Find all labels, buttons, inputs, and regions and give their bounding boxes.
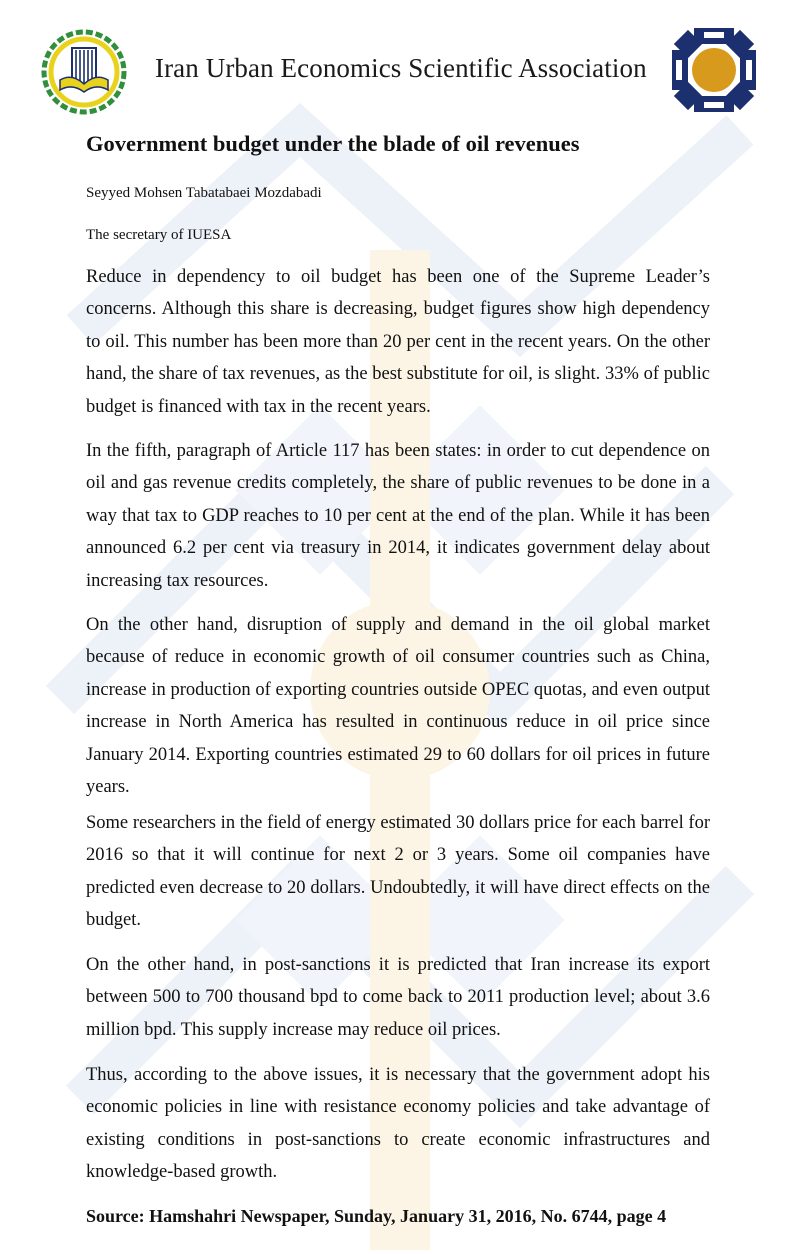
article-title: Government budget under the blade of oil revenues [86,131,580,156]
paragraph-4: Some researchers in the field of energy estimated 30 dollars price for each barrel for 2016 so that it will continue for next 2 or 3 years. Some oil companies have predicted even decrease to 20 dollars. Undoubtedly, it will have direct effects on the budget. [86,813,710,931]
paragraph-1: Reduce in dependency to oil budget has been one of the Supreme Leader’s concerns. Although this share is decreasing, budget figures show high dependency to oil. This number has been more than 20 per cent in the recent years. On the other hand, the share of tax revenues, as the best substitute for oil, is slight. 33% of public budget is financed with tax in the recent years. [86,267,710,417]
organization-name: Iran Urban Economics Scientific Association [155,53,647,83]
paragraph-3: On the other hand, disruption of supply and demand in the oil global market because of reduce in economic growth of oil consumer countries such as China, increase in production of exporting countries outside OPEC quotas, and even output increase in North America has resulted in continuous reduce in oil price since January 2014. Exporting countries estimated 29 to 60 dollars for oil prices in future years. [86,615,710,798]
book-building-gear-logo-icon [38,28,130,116]
page-header [0,0,796,125]
geometric-star-sun-logo-icon [668,24,760,116]
source-citation: Source: Hamshahri Newspaper, Sunday, January 31, 2016, No. 6744, page 4 [86,1206,667,1226]
author-role: The secretary of IUESA [86,227,232,243]
paragraph-5: On the other hand, in post-sanctions it is predicted that Iran increase its export between 500 to 700 thousand bpd to come back to 2011 production level; about 3.6 million bpd. This supply increase may reduce oil prices. [86,955,710,1040]
article-author: Seyyed Mohsen Tabatabaei Mozdabadi [86,185,322,201]
paragraph-6: Thus, according to the above issues, it is necessary that the government adopt his economic policies in line with resistance economy policies and take advantage of existing conditions in post-sanctions to create economic infrastructures and knowledge-based growth. [86,1065,710,1183]
paragraph-2: In the fifth, paragraph of Article 117 has been states: in order to cut dependence on oil and gas revenue credits completely, the share of public revenues to be done in a way that tax to GDP reaches to 10 per cent at the end of the plan. While it has been announced 6.2 per cent via treasury in 2014, it indicates government delay about increasing tax resources. [86,441,710,591]
